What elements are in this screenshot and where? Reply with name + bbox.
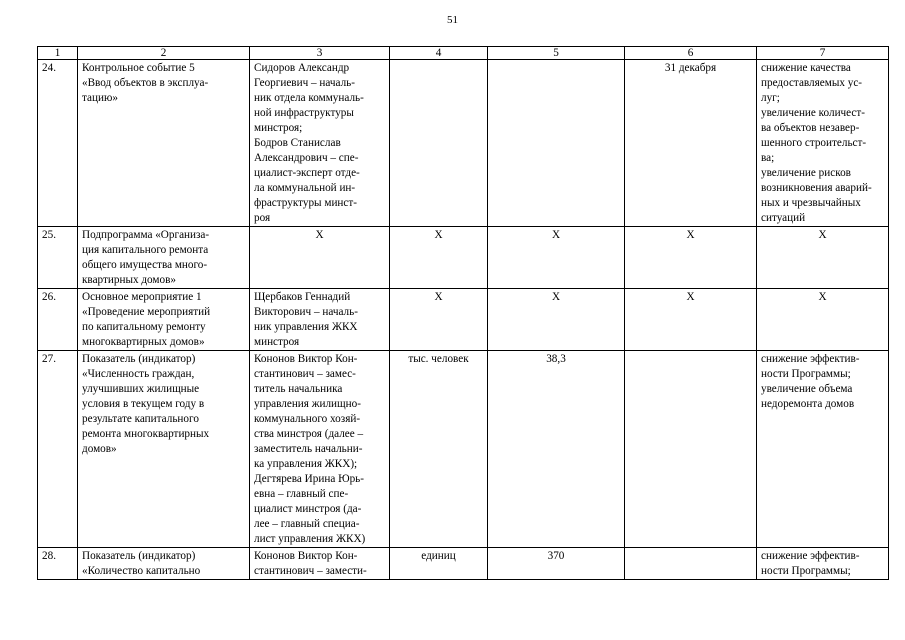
deadline-cell: Х xyxy=(625,227,757,289)
responsible-person: Кононов Виктор Кон- стантинович – замес- титель начальника управления жилищно- коммунального хозяй- ства минстроя (далее – заместитель начальни- ка управления ЖКХ); Дегтярева Ирина Юрь- евна – главный спе- циалист минстроя (да- лее – главный специа- лист управления ЖКХ) xyxy=(250,351,390,548)
value-cell: Х xyxy=(488,289,625,351)
column-header: 3 xyxy=(250,47,390,60)
column-header: 4 xyxy=(390,47,488,60)
deadline-cell: 31 декабря xyxy=(625,60,757,227)
column-header: 7 xyxy=(757,47,889,60)
value-cell: Х xyxy=(488,227,625,289)
row-number: 24. xyxy=(38,60,78,227)
table-row xyxy=(38,227,889,289)
page-number: 51 xyxy=(447,14,458,26)
event-name: Показатель (индикатор) «Количество капитально xyxy=(78,548,250,580)
unit-cell: тыс. человек xyxy=(390,351,488,548)
table-row xyxy=(38,60,889,227)
event-name: Подпрограмма «Организа- ция капитального ремонта общего имущества много- квартирных домов» xyxy=(78,227,250,289)
responsible-person: Щербаков Геннадий Викторович – началь- ник управления ЖКХ минстроя xyxy=(250,289,390,351)
deadline-cell xyxy=(625,548,757,580)
table-row xyxy=(38,289,889,351)
row-number: 28. xyxy=(38,548,78,580)
row-number: 26. xyxy=(38,289,78,351)
value-cell: 370 xyxy=(488,548,625,580)
responsible-person: Кононов Виктор Кон- стантинович – замести- xyxy=(250,548,390,580)
program-table xyxy=(37,46,889,580)
value-cell xyxy=(488,60,625,227)
table-row xyxy=(38,548,889,580)
risks-cell: Х xyxy=(757,227,889,289)
event-name: Контрольное событие 5 «Ввод объектов в эксплуа- тацию» xyxy=(78,60,250,227)
responsible-person: Х xyxy=(250,227,390,289)
table-row xyxy=(38,351,889,548)
column-number-row xyxy=(38,47,889,60)
unit-cell xyxy=(390,60,488,227)
column-header: 1 xyxy=(38,47,78,60)
unit-cell: единиц xyxy=(390,548,488,580)
deadline-cell xyxy=(625,351,757,548)
deadline-cell: Х xyxy=(625,289,757,351)
risks-cell: снижение эффектив- ности Программы; xyxy=(757,548,889,580)
column-header: 6 xyxy=(625,47,757,60)
unit-cell: Х xyxy=(390,289,488,351)
risks-cell: снижение качества предоставляемых ус- луг; увеличение количест- ва объектов незавер- шенного строительст- ва; увеличение рисков возникновения аварий- ных и чрезвычайных ситуаций xyxy=(757,60,889,227)
event-name: Основное мероприятие 1 «Проведение мероприятий по капитальному ремонту многоквартирных домов» xyxy=(78,289,250,351)
event-name: Показатель (индикатор) «Численность граждан, улучшивших жилищные условия в текущем году в результате капитального ремонта многоквартирных домов» xyxy=(78,351,250,548)
risks-cell: Х xyxy=(757,289,889,351)
column-header: 2 xyxy=(78,47,250,60)
value-cell: 38,3 xyxy=(488,351,625,548)
unit-cell: Х xyxy=(390,227,488,289)
row-number: 25. xyxy=(38,227,78,289)
row-number: 27. xyxy=(38,351,78,548)
responsible-person: Сидоров Александр Георгиевич – началь- ник отдела коммуналь- ной инфраструктуры минстроя; Бодров Станислав Александрович – спе- циалист-эксперт отде- ла коммунальной ин- фраструктуры минст- роя xyxy=(250,60,390,227)
risks-cell: снижение эффектив- ности Программы; увеличение объема недоремонта домов xyxy=(757,351,889,548)
column-header: 5 xyxy=(488,47,625,60)
